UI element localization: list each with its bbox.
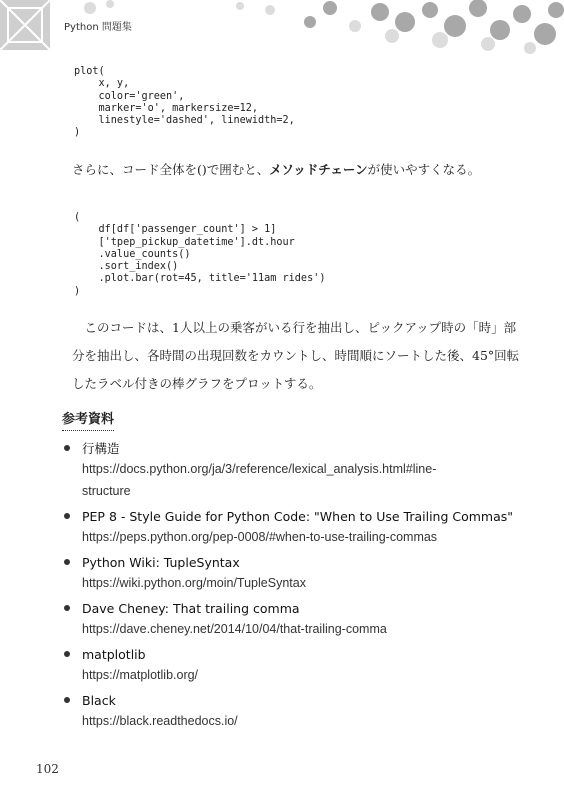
code-block-chain — [74, 212, 325, 298]
reference-title: 行構造 — [82, 441, 120, 456]
code-block-plot — [74, 66, 295, 140]
reference-link[interactable]: https://black.readthedocs.io/ — [82, 714, 238, 728]
reference-link[interactable]: https://matplotlib.org/ — [82, 668, 199, 682]
paragraph-line: このコードは、1人以上の乗客がいる行を抽出し、ピックアップ時の「時」部 — [72, 320, 517, 335]
reference-item — [62, 692, 522, 732]
code-line: ) — [74, 285, 81, 297]
bullet-icon — [64, 697, 70, 703]
code-line: df[df['passenger_count'] > 1] — [74, 224, 277, 236]
para1-bold-term: メソッドチェーン — [269, 162, 368, 177]
bullet-icon — [64, 651, 70, 657]
reference-item — [62, 554, 522, 594]
reference-title: Dave Cheney: That trailing comma — [82, 601, 300, 616]
code-line: color='green', — [74, 90, 185, 102]
chapter-title: Python 問題集 — [62, 18, 134, 33]
code-line: ['tpep_pickup_datetime'].dt.hour — [74, 236, 295, 248]
reference-title: Black — [82, 693, 116, 708]
paragraph-method-chain — [72, 156, 492, 184]
code-line: ) — [74, 127, 81, 139]
reference-item — [62, 508, 522, 548]
reference-item — [62, 440, 522, 502]
reference-link[interactable]: https://docs.python.org/ja/3/reference/lexical_analysis.html#line- — [82, 462, 437, 476]
bullet-icon — [64, 605, 70, 611]
reference-item — [62, 646, 522, 686]
references-heading: 参考資料 — [62, 408, 114, 431]
references-list — [62, 440, 522, 738]
paragraph-line: 分を抽出し、各時間の出現回数をカウントし、時間順にソートした後、45°回転 — [72, 348, 520, 363]
para1-text-before: さらに、コード全体を()で囲むと、 — [72, 162, 270, 177]
reference-link[interactable]: https://peps.python.org/pep-0008/#when-to-use-trailing-commas — [82, 530, 438, 544]
code-line: linestyle='dashed', linewidth=2, — [74, 115, 295, 127]
code-line: .value_counts() — [74, 248, 191, 260]
code-line: .plot.bar(rot=45, title='11am rides') — [74, 273, 326, 285]
paragraph-line: したラベル付きの棒グラフをプロットする。 — [72, 376, 322, 391]
bullet-icon — [64, 513, 70, 519]
reference-item — [62, 600, 522, 640]
code-line: ( — [74, 212, 81, 223]
reference-link[interactable]: https://dave.cheney.net/2014/10/04/that-trailing-comma — [82, 622, 387, 636]
code-line: marker='o', markersize=12, — [74, 102, 259, 114]
code-line: .sort_index() — [74, 261, 179, 273]
bullet-icon — [64, 559, 70, 565]
bullet-icon — [64, 445, 70, 451]
code-line: x, y, — [74, 78, 130, 90]
reference-title: matplotlib — [82, 647, 146, 662]
para1-text-after: が使いやすくなる。 — [367, 162, 481, 177]
reference-link-continued[interactable]: structure — [82, 484, 131, 498]
code-line: plot( — [74, 66, 105, 77]
page-number: 102 — [36, 762, 59, 776]
reference-title: Python Wiki: TupleSyntax — [82, 555, 240, 570]
puzzle-header-decoration — [0, 0, 564, 58]
reference-title: PEP 8 - Style Guide for Python Code: "When to Use Trailing Commas" — [82, 509, 514, 524]
paragraph-explanation — [72, 314, 520, 398]
reference-link[interactable]: https://wiki.python.org/moin/TupleSyntax — [82, 576, 306, 590]
